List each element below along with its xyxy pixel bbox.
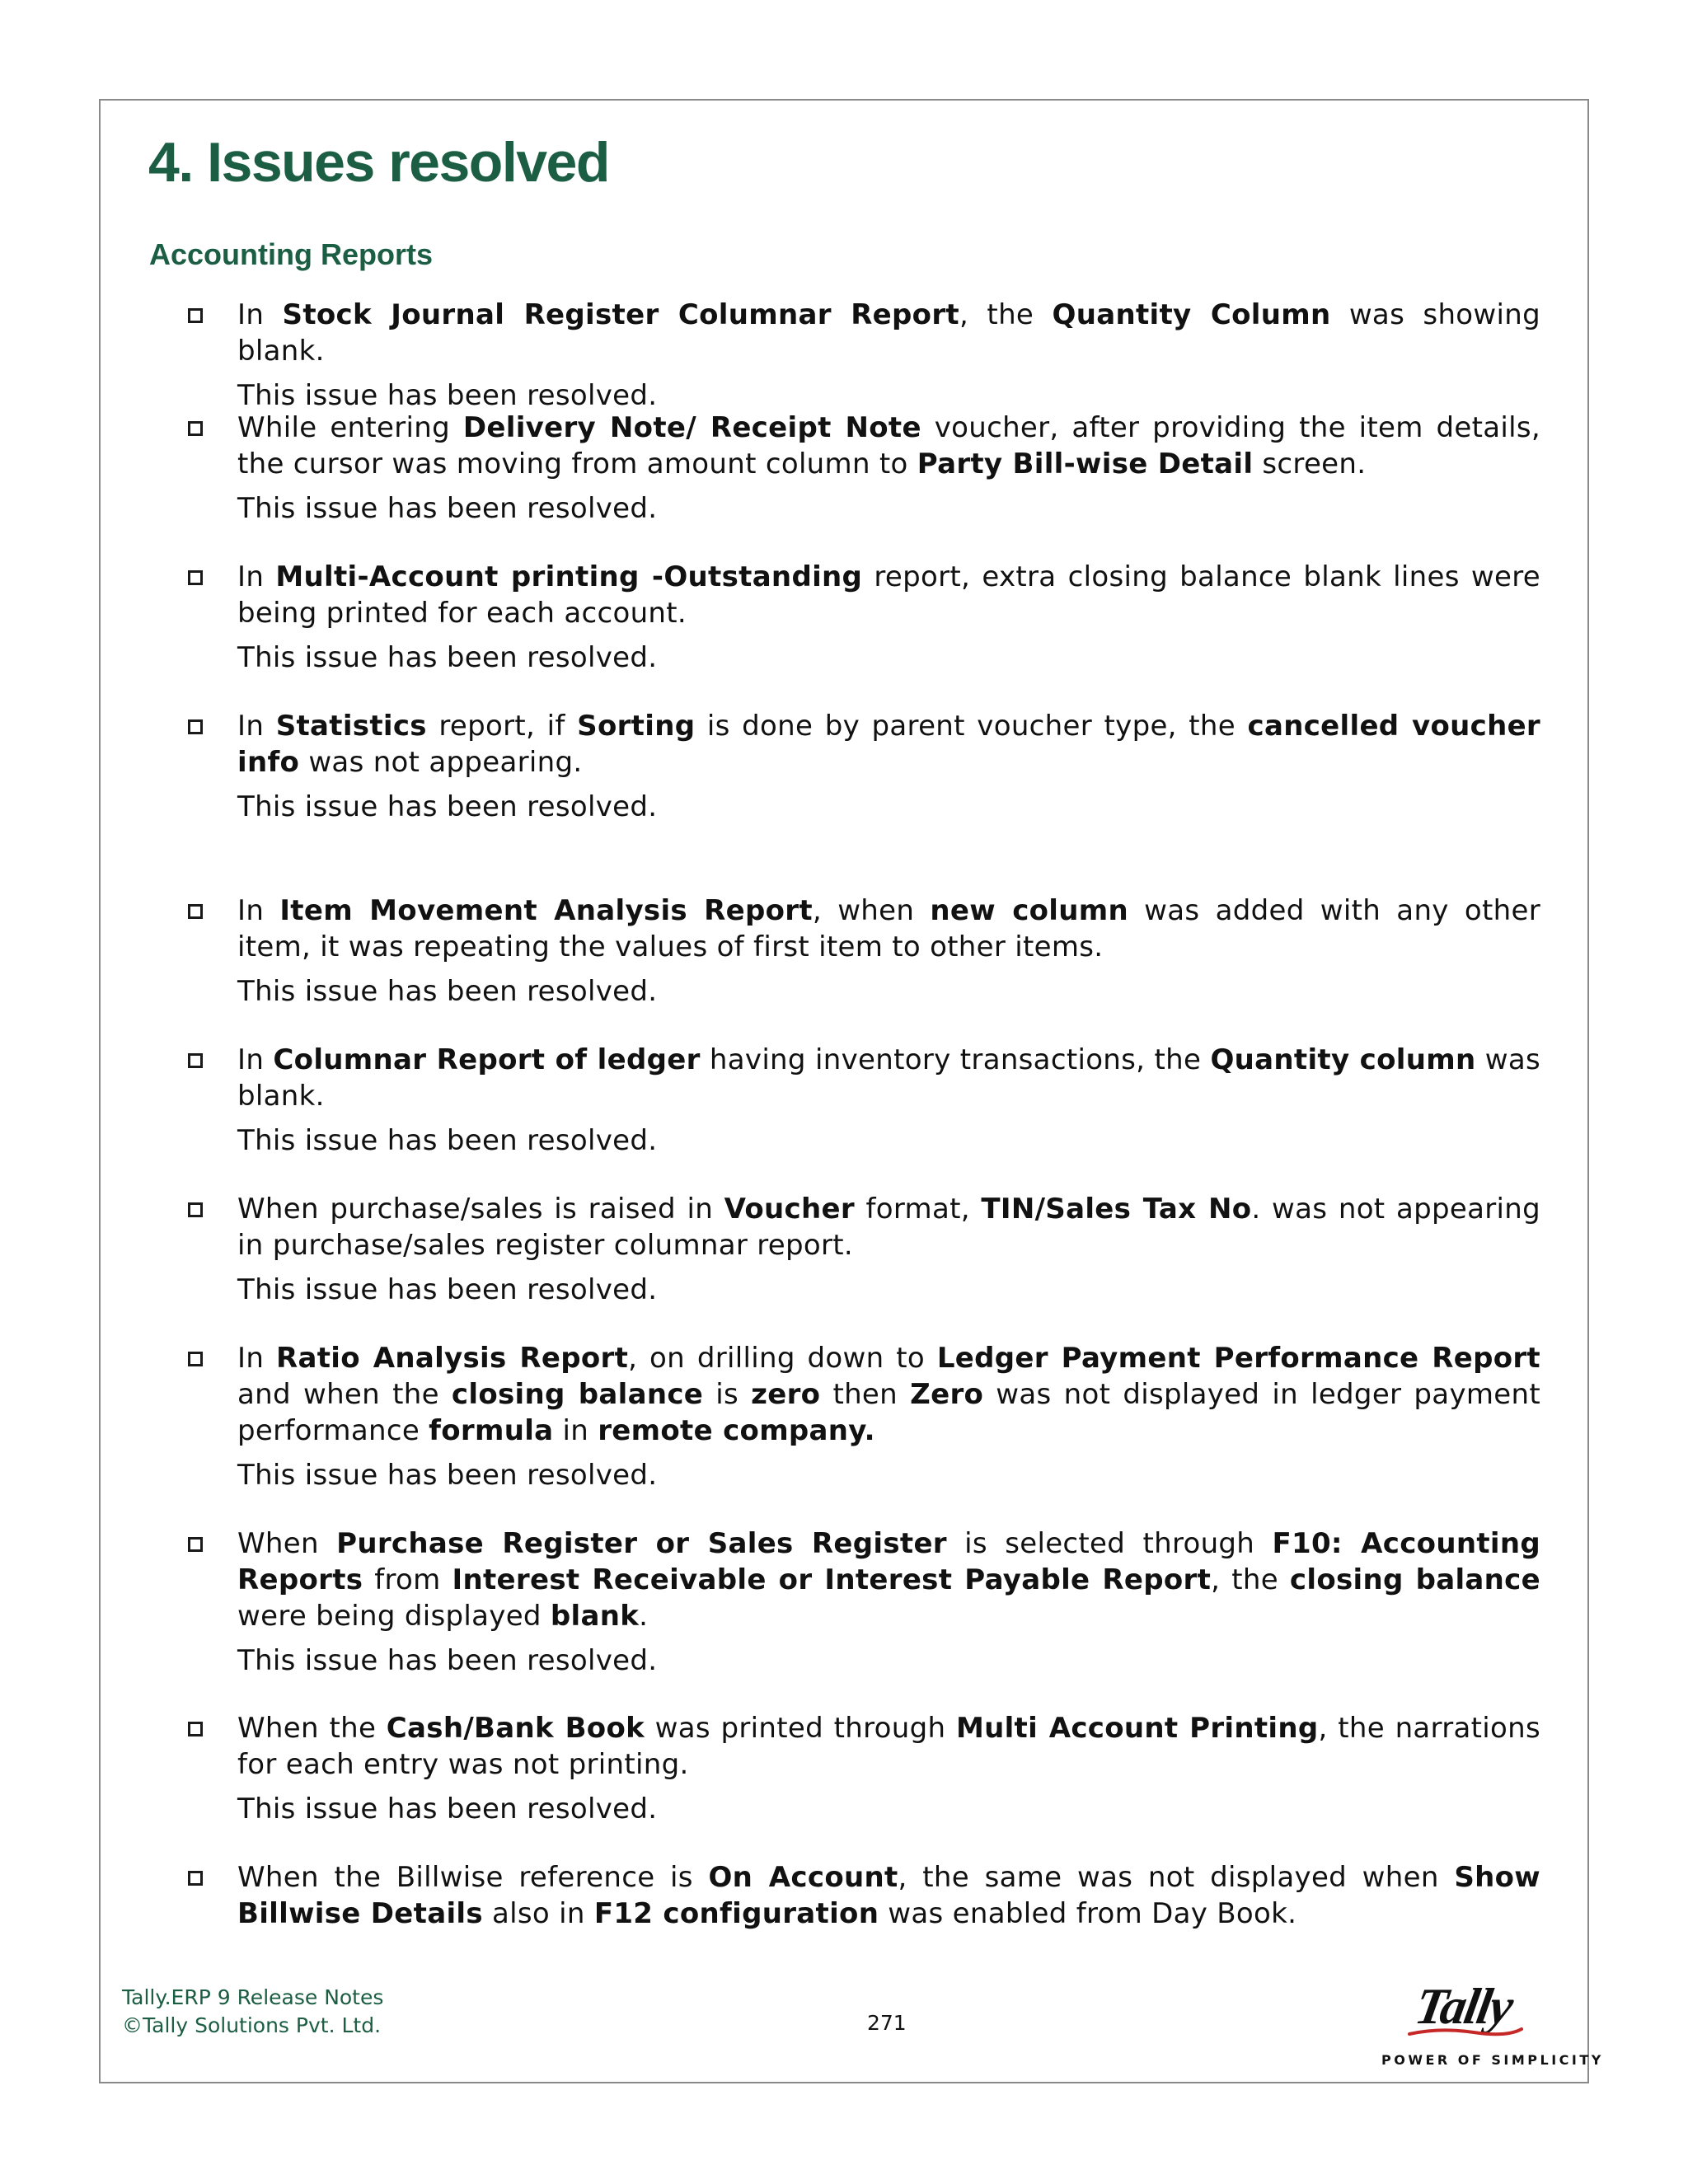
issue-text-segment: , the xyxy=(959,298,1053,331)
square-bullet-icon xyxy=(188,1537,203,1552)
issue-description xyxy=(237,1859,1540,1932)
issue-item xyxy=(188,1042,1540,1159)
issue-text-segment: was enabled from Day Book. xyxy=(879,1897,1297,1930)
issue-keyword: Interest Receivable or Interest Payable Report xyxy=(452,1563,1212,1596)
issue-keyword: Delivery Note/ Receipt Note xyxy=(462,411,921,444)
issue-text-segment: , when xyxy=(812,894,931,927)
issue-keyword: Cash/Bank Book xyxy=(386,1712,645,1745)
issue-text-segment: was printed through xyxy=(645,1712,956,1745)
issue-description xyxy=(237,1191,1540,1263)
issue-item xyxy=(188,1526,1540,1679)
issue-keyword: F12 configuration xyxy=(593,1897,879,1930)
issue-keyword: Voucher xyxy=(724,1193,855,1226)
issue-keyword: Statistics xyxy=(275,710,427,743)
resolution-note: This issue has been resolved. xyxy=(237,379,658,412)
issue-text-segment: was blank. xyxy=(237,1043,1540,1113)
issue-text-segment: was not appearing. xyxy=(299,746,583,779)
issue-keyword: Purchase Register or Sales Register xyxy=(336,1527,947,1560)
issue-text-segment: was not displayed in ledger payment performance xyxy=(237,1378,1540,1447)
issue-text-segment: , the xyxy=(1211,1563,1290,1596)
issue-keyword: closing balance xyxy=(1289,1563,1540,1596)
square-bullet-icon xyxy=(188,308,203,323)
issue-description xyxy=(237,708,1540,780)
issue-text-segment: report, extra closing balance blank lines were being printed for each account. xyxy=(237,560,1540,630)
issue-item xyxy=(188,1340,1540,1493)
issue-keyword: Show Billwise Details xyxy=(237,1861,1540,1930)
issue-keyword: Ledger Payment Performance Report xyxy=(936,1342,1540,1375)
issue-description xyxy=(237,893,1540,965)
square-bullet-icon xyxy=(188,1871,203,1886)
issue-text-segment: , the same was not displayed when xyxy=(898,1861,1455,1894)
resolution-note: This issue has been resolved. xyxy=(237,492,658,525)
issue-text-segment: . was not appearing in purchase/sales register columnar report. xyxy=(237,1193,1541,1262)
resolution-note: This issue has been resolved. xyxy=(237,1459,658,1492)
footer-product: Tally.ERP 9 Release Notes xyxy=(122,1985,384,2009)
issue-item xyxy=(188,1710,1540,1827)
issue-keyword: Multi Account Printing xyxy=(955,1712,1319,1745)
footer-copyright: ©Tally Solutions Pvt. Ltd. xyxy=(122,2013,382,2037)
issue-text-segment: is xyxy=(703,1378,752,1411)
issue-keyword: formula xyxy=(429,1414,554,1447)
issue-keyword: remote company. xyxy=(598,1414,875,1447)
issue-keyword: On Account xyxy=(708,1861,898,1894)
issue-description xyxy=(237,1042,1540,1114)
issue-keyword: Stock Journal Register Columnar Report xyxy=(282,298,959,331)
issue-text-segment: were being displayed xyxy=(237,1600,551,1633)
logo-wordmark: Tally xyxy=(1411,1979,1517,2035)
resolution-note: This issue has been resolved. xyxy=(237,1644,658,1677)
issue-text-segment: In xyxy=(237,710,276,743)
issue-text-segment: report, if xyxy=(426,710,578,743)
issue-keyword: Party Bill-wise Detail xyxy=(917,448,1254,480)
issue-text-segment: in xyxy=(553,1414,598,1447)
resolution-note: This issue has been resolved. xyxy=(237,975,658,1008)
issue-item xyxy=(188,559,1540,676)
issue-keyword: TIN/Sales Tax No xyxy=(981,1193,1252,1226)
issue-description xyxy=(237,297,1540,369)
issue-text-segment: , on drilling down to xyxy=(628,1342,937,1375)
issue-text-segment: In xyxy=(237,560,276,593)
footer-credits xyxy=(122,1984,383,2040)
issue-description xyxy=(237,1526,1540,1634)
page-number: 271 xyxy=(867,2011,907,2035)
page-title: 4. Issues resolved xyxy=(148,131,609,194)
issue-keyword: Quantity Column xyxy=(1052,298,1331,331)
resolution-note: This issue has been resolved. xyxy=(237,1793,658,1825)
square-bullet-icon xyxy=(188,421,203,436)
resolution-note: This issue has been resolved. xyxy=(237,1124,658,1157)
square-bullet-icon xyxy=(188,1053,203,1068)
section-heading: Accounting Reports xyxy=(149,237,434,271)
issue-text-segment: When purchase/sales is raised in xyxy=(237,1193,724,1226)
issue-text-segment: In xyxy=(237,894,280,927)
resolution-note: This issue has been resolved. xyxy=(237,641,658,674)
square-bullet-icon xyxy=(188,1722,203,1736)
issue-keyword: Ratio Analysis Report xyxy=(276,1342,629,1375)
square-bullet-icon xyxy=(188,904,203,919)
issue-text-segment: and when the xyxy=(237,1378,452,1411)
issue-item xyxy=(188,708,1540,825)
issue-text-segment: voucher, after providing the item details, the cursor was moving from amount column to xyxy=(237,411,1540,480)
issue-keyword: new column xyxy=(930,894,1128,927)
issue-keyword: zero xyxy=(751,1378,821,1411)
issue-text-segment: is selected through xyxy=(946,1527,1273,1560)
issue-keyword: Zero xyxy=(910,1378,984,1411)
issue-keyword: closing balance xyxy=(451,1378,704,1411)
square-bullet-icon xyxy=(188,719,203,734)
issue-item xyxy=(188,297,1540,414)
issue-text-segment: having inventory transactions, the xyxy=(700,1043,1211,1076)
issue-text-segment: from xyxy=(363,1563,452,1596)
issue-item xyxy=(188,1191,1540,1308)
issue-keyword: cancelled voucher info xyxy=(237,710,1540,779)
issue-keyword: Columnar Report of ledger xyxy=(273,1043,701,1076)
issue-text-segment: In xyxy=(237,1043,274,1076)
issue-keyword: Multi-Account printing -Outstanding xyxy=(275,560,863,593)
issue-keyword: Item Movement Analysis Report xyxy=(279,894,813,927)
issue-text-segment: When the Billwise reference is xyxy=(237,1861,709,1894)
issue-item xyxy=(188,1859,1540,1932)
issue-keyword: Quantity column xyxy=(1210,1043,1476,1076)
logo-tagline: POWER OF SIMPLICITY xyxy=(1381,2052,1604,2068)
issue-text-segment: In xyxy=(237,1342,276,1375)
square-bullet-icon xyxy=(188,1352,203,1366)
issue-text-segment: format, xyxy=(854,1193,982,1226)
issue-text-segment: then xyxy=(820,1378,911,1411)
issue-text-segment: , the narrations for each entry was not printing. xyxy=(237,1712,1540,1781)
resolution-note: This issue has been resolved. xyxy=(237,1273,658,1306)
issue-keyword: Sorting xyxy=(577,710,696,743)
issue-text-segment: While entering xyxy=(237,411,463,444)
issue-keyword: blank xyxy=(550,1600,640,1633)
issue-text-segment: is done by parent voucher type, the xyxy=(695,710,1248,743)
issue-text-segment: When xyxy=(237,1527,337,1560)
tally-logo xyxy=(1375,1978,1604,2069)
issue-item xyxy=(188,410,1540,527)
issue-text-segment: was showing blank. xyxy=(237,298,1540,368)
issue-text-segment: was added with any other item, it was repeating the values of first item to other items. xyxy=(237,894,1540,963)
issue-text-segment: When the xyxy=(237,1712,387,1745)
issue-text-segment: also in xyxy=(482,1897,594,1930)
issue-text-segment: screen. xyxy=(1253,448,1367,480)
issue-description xyxy=(237,1340,1540,1449)
issue-keyword: F10: Accounting Reports xyxy=(237,1527,1540,1596)
issue-description xyxy=(237,559,1540,631)
square-bullet-icon xyxy=(188,570,203,585)
issue-description xyxy=(237,1710,1540,1783)
logo-swash-icon xyxy=(1408,2026,1523,2039)
issue-text-segment: . xyxy=(639,1600,649,1633)
issue-item xyxy=(188,893,1540,1010)
issue-text-segment: In xyxy=(237,298,283,331)
issue-description xyxy=(237,410,1540,482)
square-bullet-icon xyxy=(188,1202,203,1217)
resolution-note: This issue has been resolved. xyxy=(237,790,658,823)
